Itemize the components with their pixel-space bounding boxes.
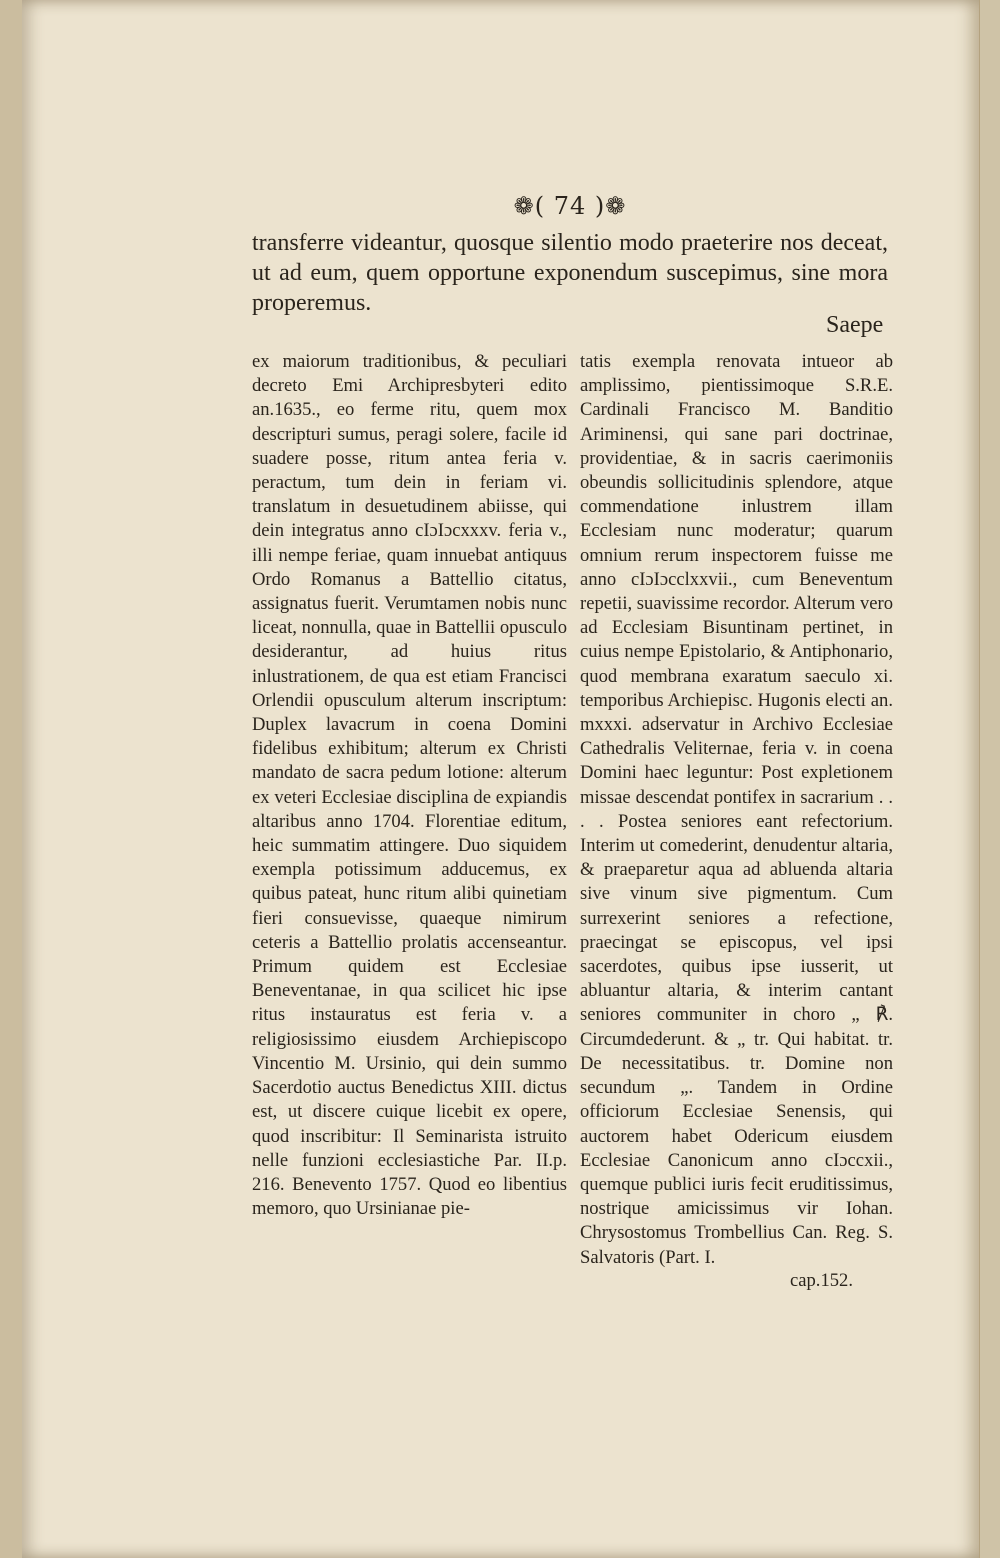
left-column-text: ex maiorum traditionibus, & peculiari decreto Emi Archipresbyteri edito an.1635., eo ferme ritu, quem mox descripturi sumus, peragi solere, facile id suadere posse, ritum antea feria v. peractum, tum dein in feriam vi. translatum in desuetudinem abiisse, qui dein integratus anno cIɔIɔcxxxv. feria v., illi nempe feriae, quam innuebat antiquus Ordo Romanus a Battellio citatus, assignatus fuerit. Verumtamen nobis nunc liceat, nonnulla, quae in Battellii opusculo desiderantur, ad huius ritus inlustrationem, de qua est etiam Francisci Orlendii opusculum alterum inscriptum: Duplex lavacrum in coena Domini fidelibus exhibitum; alterum ex Christi mandato de sacra pedum lotione: alterum ex veteri Ecclesiae disciplina de expiandis altaribus anno 1704. Florentiae editum, heic summatim attingere. Duo siquidem exempla potissimum adducemus, ex quibus pateat, hunc ritum alibi quinetiam fieri consuevisse, quaeque nimirum ceteris a Battellio prolatis accenseantur. Primum quidem est Ecclesiae Beneventanae, in qua scilicet hic ipse ritus instauratus est feria v. a religiosissimo eiusdem Archiepiscopo Vincentio M. Ursinio, qui dein summo Sacerdotio auctus Benedictus XIII. dictus est, ut discere cuique licebit ex opere, quod inscribitur: Il Seminarista istruito nelle funzioni ecclesiastiche Par. II.p. 216. Benevento 1757. Quod eo libentius memoro, quo Ursinianae pie- [252,351,567,1220]
catchword: Saepe [826,312,884,338]
page-number: ❁( 74 )❁ [513,192,627,220]
right-column-text: tatis exempla renovata intueor ab amplissimo, pientissimoque S.R.E. Cardinali Francisco M. Banditio Ariminensi, qui sane pari doctrinae, providentiae, & in sacris caerimoniis obeundis sollicitudinis splendore, atque commendatione inlustrem illam Ecclesiam nunc moderatur; quarum omnium rerum inspectorem fuisse me anno cIɔIɔcclxxvii., cum Beneventum repetii, suavissime recordor. Alterum vero ad Ecclesiam Bisuntinam pertinet, in cuius nempe Epistolario, & Antiphonario, quod membrana exaratum saeculo xi. temporibus Archiepisc. Hugonis electi an. mxxxi. adservatur in Archivo Ecclesiae Cathedralis Veliternae, feria v. in coena Domini haec leguntur: Post expletionem missae descendat pontifex in sacrarium . . . . Postea seniores eant refectorium. Interim ut comederint, denudentur altaria, & praeparetur aqua ad abluenda altaria sive vinum sive pigmentum. Cum surrexerint seniores a refectione, praecingat se episcopus, vel ipsi sacerdotes, quibus ipse iusserit, ut abluantur altaria, & interim cantant seniores communiter in choro „ ℟. Circumdederunt. & „ tr. Qui habitat. tr. De necessitatibus. tr. Domine non secundum „. Tandem in Ordine officiorum Ecclesiae Senensis, qui auctorem habet Odericum eiusdem Ecclesiae Canonicum anno cIɔccxii., quemque publici iuris fecit eruditissimus, nostrique amicissimus vir Iohan. Chrysostomus Trombellius Can. Reg. S. Salvatoris (Part. I. [580,351,893,1268]
intro-paragraph: transferre videantur, quosque silentio modo praeterire nos deceat, ut ad eum, quem opportune exponendum suscepimus, sine mora properemus. [252,230,888,316]
book-gutter [0,0,23,1558]
right-column [580,350,893,1270]
page-edge [979,0,1000,1558]
left-column [252,350,567,1221]
right-column-ending: cap.152. [790,1270,853,1291]
